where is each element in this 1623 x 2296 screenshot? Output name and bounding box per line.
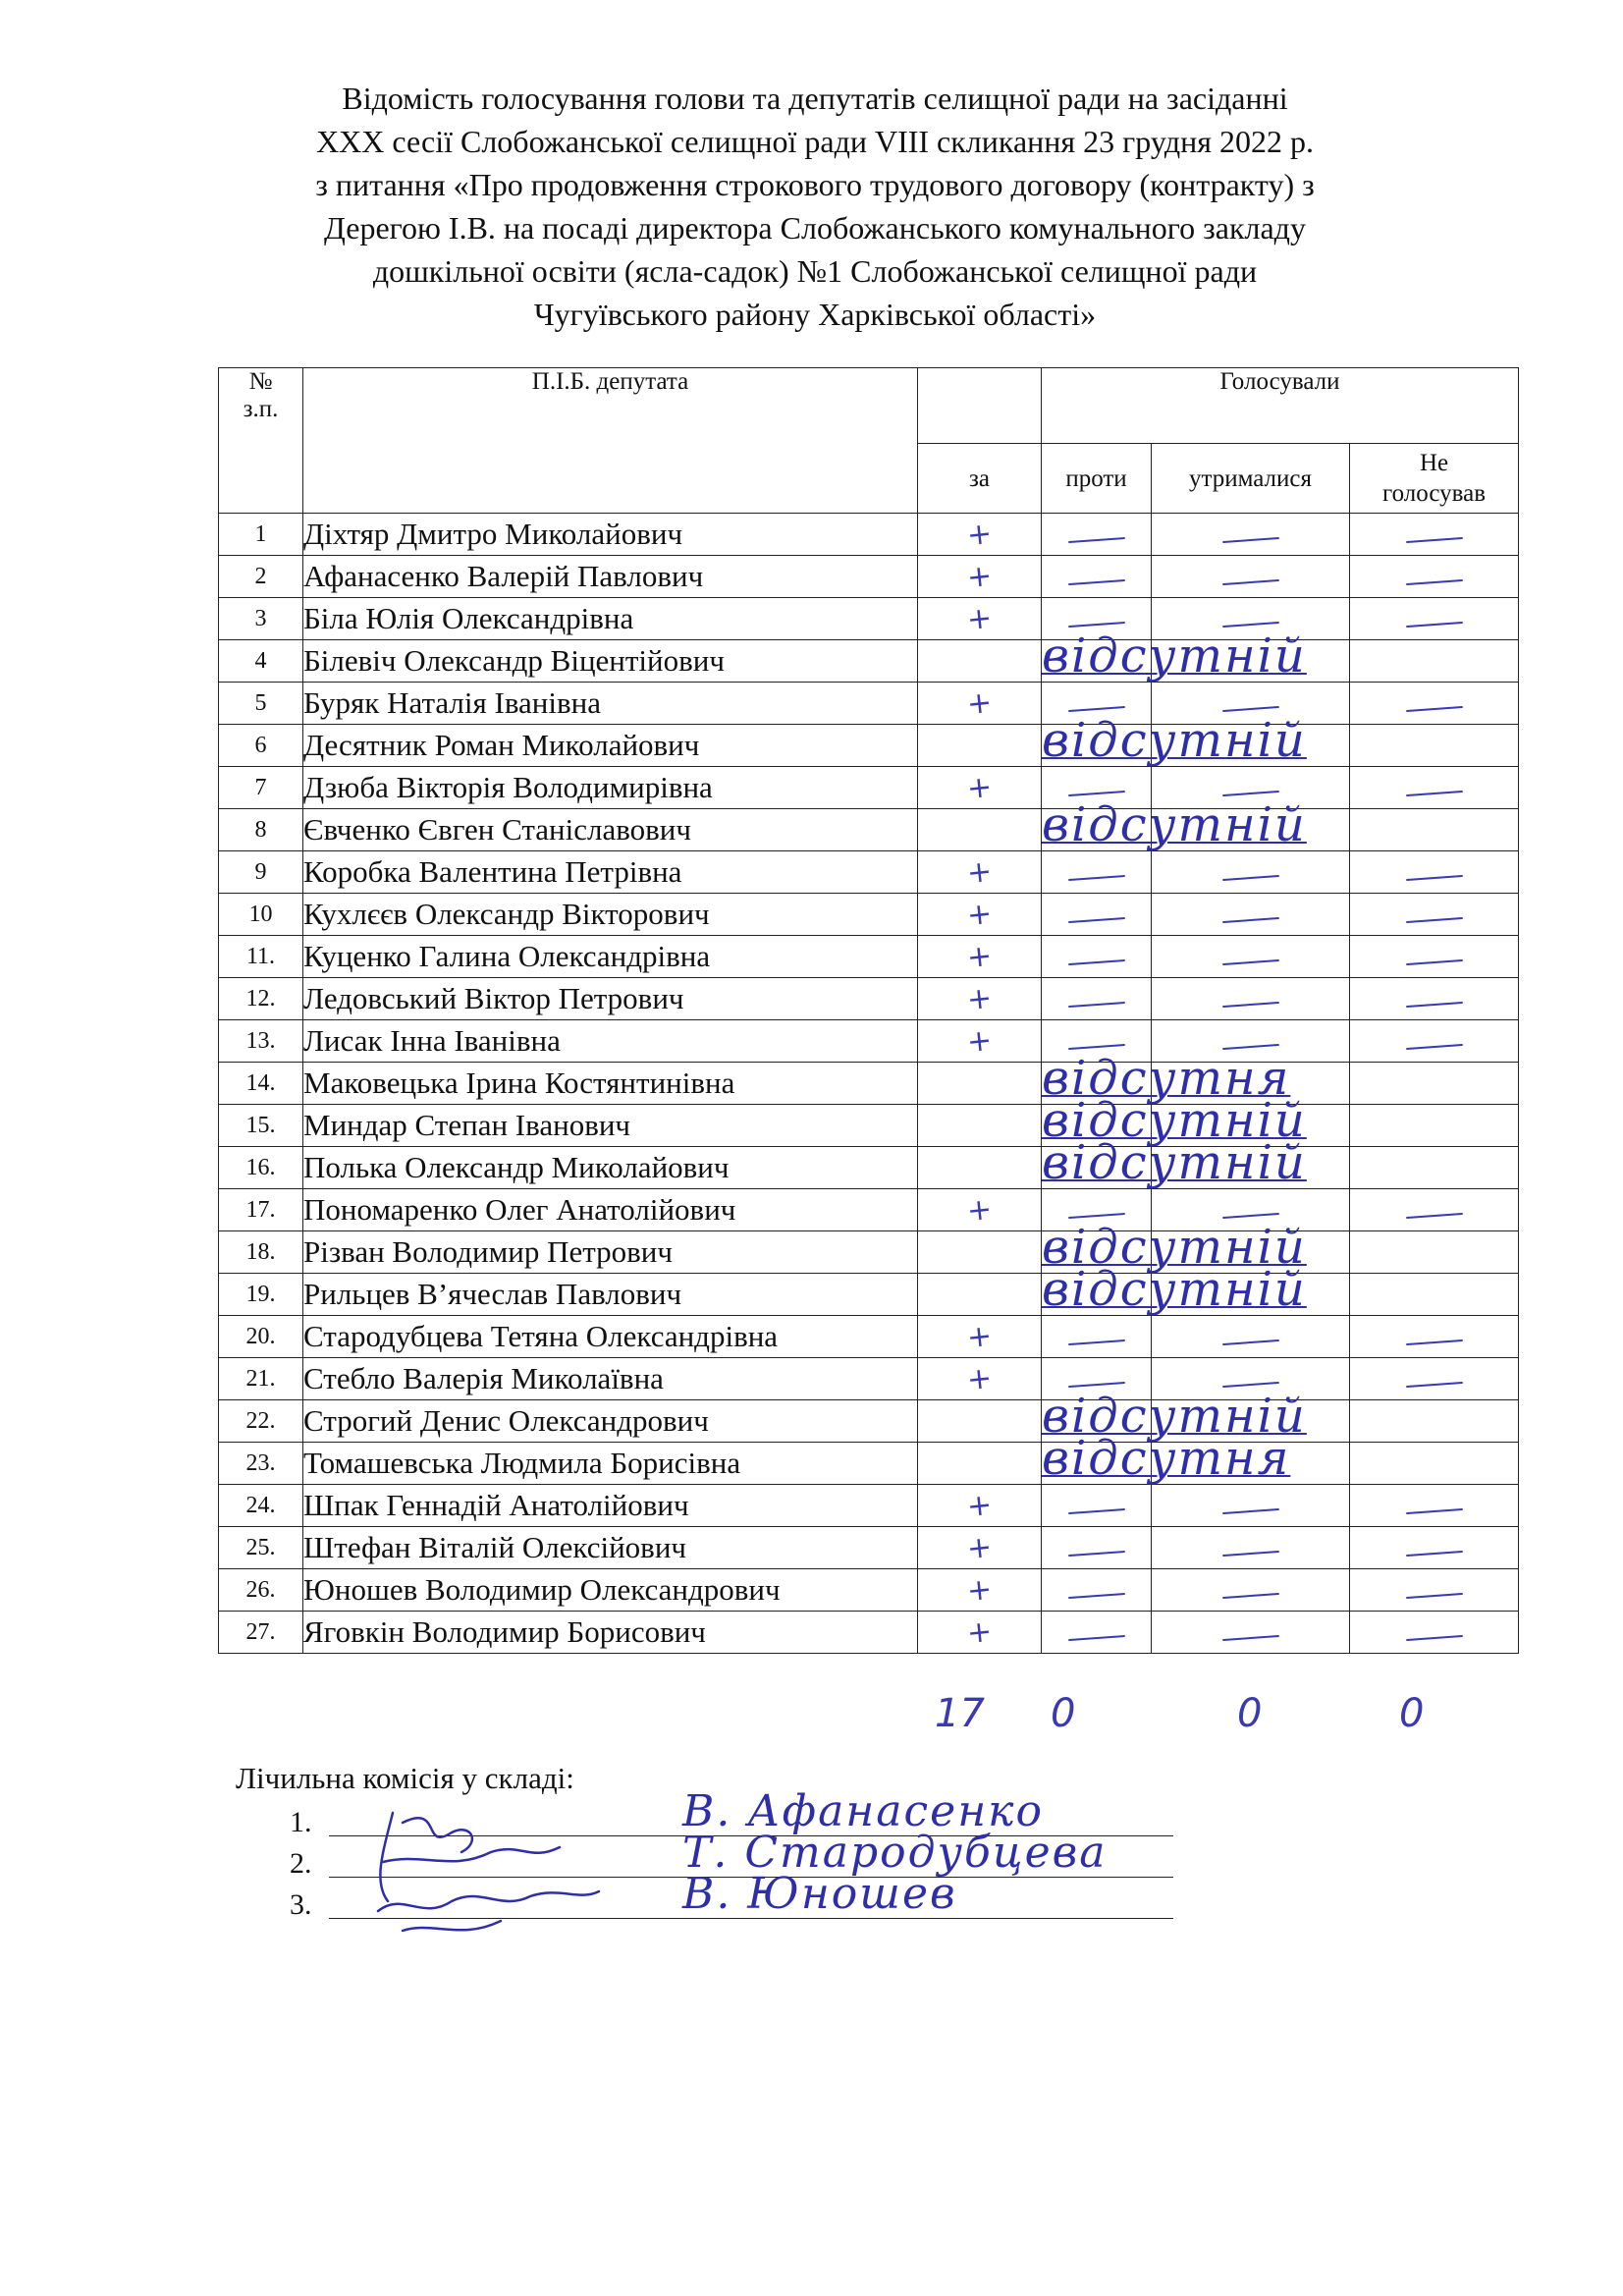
- vote-abstained-cell: [1152, 1527, 1350, 1569]
- table-row: [219, 1147, 1519, 1189]
- table-row: [219, 1612, 1519, 1654]
- vote-for-cell: [918, 598, 1042, 640]
- dash-mark: [1222, 1002, 1279, 1008]
- row-number: 3: [219, 598, 303, 640]
- commission-label: Лічильна комісія у складі:: [236, 1761, 574, 1795]
- table-row: [219, 1020, 1519, 1063]
- table-row: [219, 978, 1519, 1020]
- deputy-name: Афанасенко Валерій Павлович: [303, 556, 918, 598]
- row-number: 6: [219, 725, 303, 767]
- member-handwritten-name: В. Афанасенко: [682, 1786, 1044, 1836]
- vote-not-voted-cell: [1350, 1231, 1519, 1274]
- vote-against-cell: [1042, 936, 1152, 978]
- row-number: 10: [219, 894, 303, 936]
- document-title: [147, 77, 1483, 336]
- row-number: 4: [219, 640, 303, 683]
- vote-for-cell: [918, 640, 1042, 683]
- dash-mark: [1222, 875, 1279, 881]
- dash-mark: [1222, 959, 1279, 965]
- plus-mark: +: [965, 1318, 994, 1355]
- absent-handwritten: відсутня: [1042, 1431, 1291, 1486]
- member-num: 3.: [290, 1888, 312, 1921]
- dash-mark: [1406, 1382, 1463, 1388]
- vote-not-voted-cell: [1350, 851, 1519, 894]
- table-row: [219, 598, 1519, 640]
- header-num-label: №: [248, 368, 273, 395]
- vote-for-cell: [918, 1316, 1042, 1358]
- deputy-name: Лисак Інна Іванівна: [303, 1020, 918, 1063]
- deputy-name: Шпак Геннадій Анатолійович: [303, 1485, 918, 1527]
- vote-not-voted-cell: [1350, 894, 1519, 936]
- deputy-name: Різван Володимир Петрович: [303, 1231, 918, 1274]
- table-row: [219, 936, 1519, 978]
- dash-mark: [1222, 1508, 1279, 1514]
- table-row: [219, 894, 1519, 936]
- title-line: XXX сесії Слобожанської селищної ради VIII скликання 23 грудня 2022 р.: [316, 124, 1314, 159]
- row-number: 26.: [219, 1569, 303, 1612]
- dash-mark: [1222, 706, 1279, 712]
- deputy-name: Куценко Галина Олександрівна: [303, 936, 918, 978]
- absent-handwritten: відсутній: [1042, 1389, 1307, 1444]
- vote-not-voted-cell: [1350, 767, 1519, 809]
- plus-mark: +: [965, 1191, 994, 1229]
- table-row: [219, 683, 1519, 725]
- vote-against-cell: [1042, 629, 1307, 683]
- vote-not-voted-cell: [1350, 1189, 1519, 1231]
- plus-mark: +: [965, 853, 994, 891]
- title-line: Відомість голосування голови та депутатів селищної ради на засіданні: [342, 81, 1288, 116]
- member-handwritten-name: Т. Стародубцева: [682, 1828, 1108, 1878]
- deputy-name: Дзюба Вікторія Володимирівна: [303, 767, 918, 809]
- table-row: [219, 514, 1519, 556]
- row-number: 16.: [219, 1147, 303, 1189]
- row-number: 11.: [219, 936, 303, 978]
- total-against: 0: [1051, 1691, 1076, 1736]
- dash-mark: [1406, 1593, 1463, 1599]
- vote-not-voted-cell: [1350, 978, 1519, 1020]
- signature-scribble: [363, 1793, 658, 1990]
- dash-mark: [1068, 1551, 1125, 1557]
- plus-mark: +: [965, 938, 994, 975]
- plus-mark: +: [965, 1022, 994, 1060]
- dash-mark: [1222, 579, 1279, 585]
- vote-against-cell: [1042, 1485, 1152, 1527]
- vote-against-cell: [1042, 1316, 1152, 1358]
- vote-not-voted-cell: [1350, 1316, 1519, 1358]
- absent-handwritten: відсутній: [1042, 1135, 1307, 1190]
- dash-mark: [1068, 791, 1125, 796]
- vote-not-voted-cell: [1350, 598, 1519, 640]
- absent-handwritten: відсутній: [1042, 1220, 1307, 1275]
- dash-mark: [1068, 1002, 1125, 1008]
- vote-for-cell: [918, 1612, 1042, 1654]
- vote-not-voted-cell: [1350, 1274, 1519, 1316]
- deputy-name: Маковецька Ірина Костянтинівна: [303, 1063, 918, 1105]
- vote-not-voted-cell: [1350, 1612, 1519, 1654]
- total-abstained: 0: [1237, 1691, 1263, 1736]
- dash-mark: [1068, 1213, 1125, 1219]
- row-number: 8: [219, 809, 303, 851]
- vote-for-cell: [918, 725, 1042, 767]
- vote-abstained-cell: [1152, 556, 1350, 598]
- vote-for-cell: [918, 809, 1042, 851]
- vote-for-cell: [918, 1358, 1042, 1400]
- table-row: [219, 725, 1519, 767]
- deputy-name: Стебло Валерія Миколаївна: [303, 1358, 918, 1400]
- plus-mark: +: [965, 1360, 994, 1397]
- vote-for-cell: [918, 1400, 1042, 1443]
- plus-mark: +: [965, 896, 994, 933]
- dash-mark: [1406, 1002, 1463, 1008]
- dash-mark: [1406, 1339, 1463, 1345]
- dash-mark: [1222, 1593, 1279, 1599]
- row-number: 18.: [219, 1231, 303, 1274]
- header-abstained: утрималися: [1152, 444, 1350, 514]
- vote-against-cell: [1042, 797, 1307, 852]
- vote-for-cell: [918, 1189, 1042, 1231]
- dash-mark: [1068, 1044, 1125, 1050]
- dash-mark: [1406, 1213, 1463, 1219]
- dash-mark: [1068, 1382, 1125, 1388]
- dash-mark: [1068, 875, 1125, 881]
- row-number: 7: [219, 767, 303, 809]
- dash-mark: [1222, 917, 1279, 923]
- table-row: [219, 556, 1519, 598]
- vote-against-cell: [1042, 1262, 1307, 1317]
- vote-abstained-cell: [1152, 1443, 1350, 1485]
- row-number: 27.: [219, 1612, 303, 1654]
- dash-mark: [1406, 537, 1463, 543]
- row-number: 12.: [219, 978, 303, 1020]
- absent-handwritten: відсутній: [1042, 1093, 1307, 1148]
- table-row: [219, 640, 1519, 683]
- deputy-name: Білевіч Олександр Віцентійович: [303, 640, 918, 683]
- table-row: [219, 1400, 1519, 1443]
- deputy-name: Євченко Євген Станіславович: [303, 809, 918, 851]
- dash-mark: [1222, 1635, 1279, 1641]
- vote-not-voted-cell: [1350, 1443, 1519, 1485]
- dash-mark: [1406, 622, 1463, 628]
- row-number: 2: [219, 556, 303, 598]
- vote-for-cell: [918, 1063, 1042, 1105]
- table-row: [219, 1527, 1519, 1569]
- row-number: 21.: [219, 1358, 303, 1400]
- vote-for-cell: [918, 683, 1042, 725]
- dash-mark: [1068, 622, 1125, 628]
- dash-mark: [1222, 1382, 1279, 1388]
- deputy-name: Рильцев В’ячеслав Павлович: [303, 1274, 918, 1316]
- vote-not-voted-cell: [1350, 1020, 1519, 1063]
- dash-mark: [1406, 706, 1463, 712]
- row-number: 1: [219, 514, 303, 556]
- dash-mark: [1068, 706, 1125, 712]
- table-row: [219, 1485, 1519, 1527]
- header-against: проти: [1042, 444, 1152, 514]
- plus-mark: +: [965, 1613, 994, 1651]
- dash-mark: [1068, 1593, 1125, 1599]
- vote-for-cell: [918, 767, 1042, 809]
- deputy-name: Строгий Денис Олександрович: [303, 1400, 918, 1443]
- deputy-name: Буряк Наталія Іванівна: [303, 683, 918, 725]
- title-line: дошкільної освіти (ясла-садок) №1 Слобожанської селищної ради: [372, 253, 1258, 289]
- dash-mark: [1222, 1044, 1279, 1050]
- vote-totals: [0, 1691, 1623, 1740]
- dash-mark: [1068, 579, 1125, 585]
- commission-member: [290, 1828, 1108, 1881]
- dash-mark: [1406, 1551, 1463, 1557]
- vote-against-cell: [1042, 1527, 1152, 1569]
- vote-not-voted-cell: [1350, 556, 1519, 598]
- vote-abstained-cell: [1152, 1316, 1350, 1358]
- deputy-name: Кухлєєв Олександр Вікторович: [303, 894, 918, 936]
- vote-abstained-cell: [1152, 514, 1350, 556]
- header-for: за: [918, 444, 1042, 514]
- table-row: [219, 1358, 1519, 1400]
- dash-mark: [1068, 959, 1125, 965]
- vote-against-cell: [1042, 1431, 1291, 1486]
- total-for: 17: [935, 1691, 985, 1736]
- vote-abstained-cell: [1152, 851, 1350, 894]
- member-handwritten-name: В. Юношев: [682, 1869, 957, 1919]
- vote-against-cell: [1042, 1135, 1307, 1190]
- header-blank: [918, 368, 1042, 444]
- table-row: [219, 767, 1519, 809]
- table-body: [219, 514, 1519, 1654]
- deputy-name: Пономаренко Олег Анатолійович: [303, 1189, 918, 1231]
- table-row: [219, 1274, 1519, 1316]
- plus-mark: +: [965, 516, 994, 553]
- dash-mark: [1222, 622, 1279, 628]
- dash-mark: [1222, 791, 1279, 796]
- vote-for-cell: [918, 556, 1042, 598]
- vote-for-cell: [918, 851, 1042, 894]
- vote-against-cell: [1042, 713, 1307, 768]
- row-number: 14.: [219, 1063, 303, 1105]
- vote-abstained-cell: [1152, 978, 1350, 1020]
- dash-mark: [1068, 1339, 1125, 1345]
- dash-mark: [1222, 537, 1279, 543]
- plus-mark: +: [965, 1487, 994, 1524]
- vote-for-cell: [918, 1569, 1042, 1612]
- row-number: 24.: [219, 1485, 303, 1527]
- absent-handwritten: відсутня: [1042, 1051, 1291, 1106]
- vote-abstained-cell: [1152, 640, 1350, 683]
- plus-mark: +: [965, 684, 994, 722]
- vote-for-cell: [918, 1274, 1042, 1316]
- vote-not-voted-cell: [1350, 683, 1519, 725]
- deputy-name: Штефан Віталій Олексійович: [303, 1527, 918, 1569]
- vote-for-cell: [918, 1020, 1042, 1063]
- row-number: 20.: [219, 1316, 303, 1358]
- row-number: 25.: [219, 1527, 303, 1569]
- absent-handwritten: відсутній: [1042, 713, 1307, 768]
- vote-for-cell: [918, 1105, 1042, 1147]
- deputy-name: Десятник Роман Миколайович: [303, 725, 918, 767]
- vote-not-voted-cell: [1350, 1147, 1519, 1189]
- vote-not-voted-cell: [1350, 514, 1519, 556]
- vote-abstained-cell: [1152, 1274, 1350, 1316]
- vote-not-voted-cell: [1350, 809, 1519, 851]
- vote-abstained-cell: [1152, 936, 1350, 978]
- header-voted: Голосували: [1042, 368, 1519, 444]
- vote-for-cell: [918, 978, 1042, 1020]
- absent-handwritten: відсутній: [1042, 1262, 1307, 1317]
- dash-mark: [1068, 1635, 1125, 1641]
- dash-mark: [1406, 917, 1463, 923]
- dash-mark: [1406, 1635, 1463, 1641]
- vote-for-cell: [918, 894, 1042, 936]
- dash-mark: [1222, 1339, 1279, 1345]
- vote-abstained-cell: [1152, 809, 1350, 851]
- table-row: [219, 1569, 1519, 1612]
- plus-mark: +: [965, 980, 994, 1017]
- table-row: [219, 1189, 1519, 1231]
- vote-against-cell: [1042, 1612, 1152, 1654]
- deputy-name: Коробка Валентина Петрівна: [303, 851, 918, 894]
- vote-for-cell: [918, 936, 1042, 978]
- vote-for-cell: [918, 1231, 1042, 1274]
- vote-not-voted-cell: [1350, 1569, 1519, 1612]
- table-row: [219, 851, 1519, 894]
- absent-handwritten: відсутній: [1042, 629, 1307, 683]
- row-number: 15.: [219, 1105, 303, 1147]
- header-num-sub: з.п.: [243, 396, 279, 422]
- title-line: з питання «Про продовження строкового трудового договору (контракту) з: [315, 167, 1315, 202]
- table-row: [219, 1443, 1519, 1485]
- vote-for-cell: [918, 514, 1042, 556]
- dash-mark: [1068, 537, 1125, 543]
- deputy-name: Полька Олександр Миколайович: [303, 1147, 918, 1189]
- deputy-name: Миндар Степан Іванович: [303, 1105, 918, 1147]
- vote-for-cell: [918, 1527, 1042, 1569]
- table-row: [219, 1316, 1519, 1358]
- row-number: 5: [219, 683, 303, 725]
- dash-mark: [1222, 1213, 1279, 1219]
- row-number: 13.: [219, 1020, 303, 1063]
- header-not-voted-line1: Не: [1419, 450, 1449, 476]
- plus-mark: +: [965, 558, 994, 595]
- title-line: Чугуївського району Харківської області»: [533, 297, 1097, 332]
- vote-not-voted-cell: [1350, 1063, 1519, 1105]
- vote-not-voted-cell: [1350, 936, 1519, 978]
- vote-abstained-cell: [1152, 1569, 1350, 1612]
- dash-mark: [1222, 1551, 1279, 1557]
- vote-not-voted-cell: [1350, 1527, 1519, 1569]
- dash-mark: [1406, 1044, 1463, 1050]
- deputy-name: Юношев Володимир Олександрович: [303, 1569, 918, 1612]
- row-number: 19.: [219, 1274, 303, 1316]
- vote-for-cell: [918, 1147, 1042, 1189]
- vote-abstained-cell: [1152, 725, 1350, 767]
- deputy-name: Діхтяр Дмитро Миколайович: [303, 514, 918, 556]
- total-not-voted: 0: [1399, 1691, 1425, 1736]
- commission-member: [290, 1869, 957, 1922]
- deputy-name: Ледовський Віктор Петрович: [303, 978, 918, 1020]
- vote-abstained-cell: [1152, 1147, 1350, 1189]
- row-number: 22.: [219, 1400, 303, 1443]
- title-line: Дерегою І.В. на посаді директора Слобожанського комунального закладу: [324, 210, 1306, 246]
- vote-abstained-cell: [1152, 1612, 1350, 1654]
- dash-mark: [1406, 1508, 1463, 1514]
- deputy-name: Яговкін Володимир Борисович: [303, 1612, 918, 1654]
- vote-not-voted-cell: [1350, 1358, 1519, 1400]
- dash-mark: [1406, 579, 1463, 585]
- dash-mark: [1406, 959, 1463, 965]
- row-number: 23.: [219, 1443, 303, 1485]
- dash-mark: [1068, 1508, 1125, 1514]
- vote-against-cell: [1042, 514, 1152, 556]
- vote-for-cell: [918, 1443, 1042, 1485]
- plus-mark: +: [965, 1529, 994, 1566]
- deputy-name: Стародубцева Тетяна Олександрівна: [303, 1316, 918, 1358]
- row-number: 17.: [219, 1189, 303, 1231]
- vote-abstained-cell: [1152, 1485, 1350, 1527]
- vote-against-cell: [1042, 894, 1152, 936]
- dash-mark: [1406, 791, 1463, 796]
- table-row: [219, 1231, 1519, 1274]
- header-num: [219, 368, 303, 514]
- vote-against-cell: [1042, 978, 1152, 1020]
- plus-mark: +: [965, 1571, 994, 1609]
- header-name: П.І.Б. депутата: [303, 368, 918, 514]
- member-num: 2.: [290, 1847, 312, 1880]
- table-row: [219, 809, 1519, 851]
- plus-mark: +: [965, 600, 994, 637]
- header-not-voted-line2: голосував: [1381, 480, 1487, 507]
- vote-for-cell: [918, 1485, 1042, 1527]
- member-num: 1.: [290, 1806, 312, 1838]
- deputy-name: Біла Юлія Олександрівна: [303, 598, 918, 640]
- vote-abstained-cell: [1152, 894, 1350, 936]
- vote-not-voted-cell: [1350, 1485, 1519, 1527]
- commission-member: [290, 1786, 1044, 1839]
- vote-against-cell: [1042, 556, 1152, 598]
- vote-against-cell: [1042, 1569, 1152, 1612]
- plus-mark: +: [965, 769, 994, 806]
- table-row: [219, 1063, 1519, 1105]
- vote-not-voted-cell: [1350, 1400, 1519, 1443]
- voting-table: [218, 367, 1519, 1654]
- table-row: [219, 1105, 1519, 1147]
- dash-mark: [1406, 875, 1463, 881]
- vote-not-voted-cell: [1350, 1105, 1519, 1147]
- vote-not-voted-cell: [1350, 725, 1519, 767]
- row-number: 9: [219, 851, 303, 894]
- deputy-name: Томашевська Людмила Борисівна: [303, 1443, 918, 1485]
- dash-mark: [1068, 917, 1125, 923]
- absent-handwritten: відсутній: [1042, 797, 1307, 852]
- vote-not-voted-cell: [1350, 640, 1519, 683]
- vote-against-cell: [1042, 851, 1152, 894]
- header-not-voted: [1350, 444, 1519, 514]
